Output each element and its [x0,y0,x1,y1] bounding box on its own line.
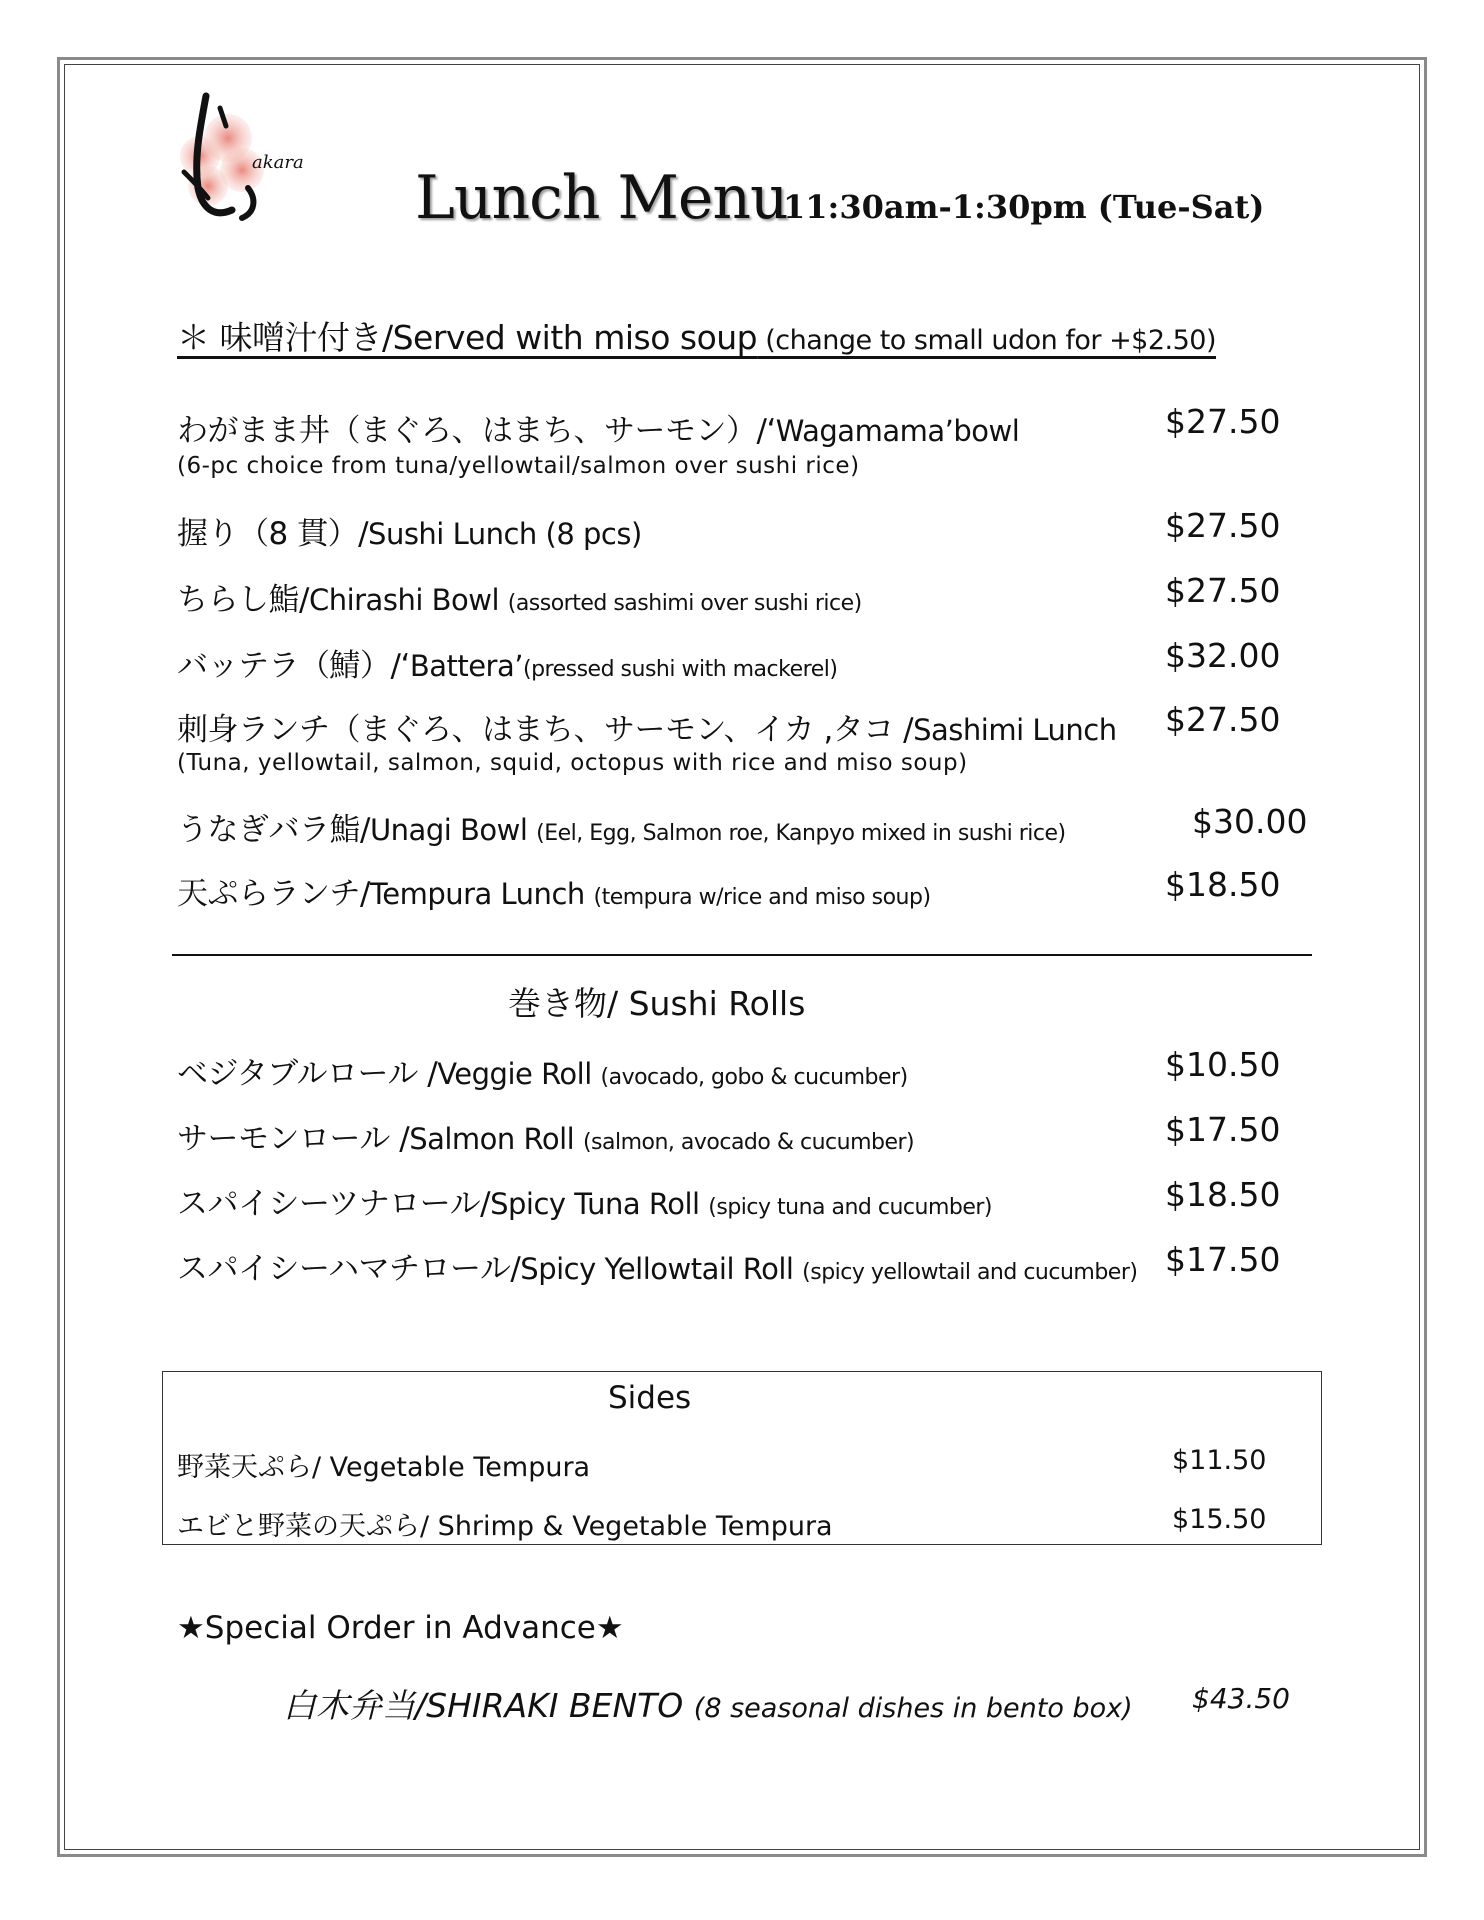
menu-item-chirashi [177,574,862,619]
shiraki-bento-item [283,1680,1133,1727]
item-price: $30.00 [1192,802,1308,841]
item-en-name: Sashimi Lunch [913,713,1117,747]
item-en-name: Battera’ [409,649,523,683]
menu-item-tempura-lunch [177,868,931,913]
item-jp-name: サーモンロール / [177,1121,410,1157]
menu-item-battera [177,640,837,685]
bento-description: (8 seasonal dishes in bento box) [693,1693,1133,1724]
item-en-name: Tempura Lunch [369,877,594,911]
item-en-name: Chirashi Bowl [308,583,508,617]
item-jp-name: ちらし鮨/ [177,582,309,618]
miso-note-udon: (change to small udon for +$2.50) [757,325,1217,356]
menu-item-sushi-lunch [177,508,642,553]
logo-text: akara [252,152,304,173]
miso-note-main: ＊ 味噌汁付き/Served with miso soup [177,318,758,357]
item-en-name: Sushi Lunch (8 pcs) [368,517,642,551]
item-jp-name: 天ぷらランチ/ [177,876,370,912]
item-description: (assorted sashimi over sushi rice) [507,591,862,616]
menu-item-wagamama [177,405,1019,450]
restaurant-logo [170,88,340,228]
menu-item-sashimi-lunch [177,704,1117,749]
item-description: (salmon, avocado & cucumber) [582,1130,915,1155]
menu-item-spicy-yellowtail-roll [177,1243,1137,1288]
menu-item-veggie-roll [177,1048,908,1093]
bento-name: 白木弁当/SHIRAKI BENTO [283,1686,694,1725]
item-description: (spicy yellowtail and cucumber) [802,1260,1138,1285]
item-description: (avocado, gobo & cucumber) [600,1065,908,1090]
item-jp-name: ベジタブルロール / [177,1056,438,1092]
menu-item-spicy-tuna-roll [177,1178,992,1223]
item-jp-name: 刺身ランチ（まぐろ、はまち、サーモン、イカ ,タコ / [177,712,914,748]
item-price: $18.50 [1165,1175,1281,1214]
item-jp-name: 握り（8 貫）/ [177,516,369,552]
item-price: $17.50 [1165,1240,1281,1279]
special-order-heading: ★Special Order in Advance★ [177,1610,624,1646]
side-item-name: エビと野菜の天ぷら/ Shrimp & Vegetable Tempura [177,1511,833,1542]
item-subline: (6-pc choice from tuna/yellowtail/salmon over sushi rice) [177,453,860,479]
side-item-price: $11.50 [1172,1445,1267,1476]
item-en-name: Unagi Bowl [369,813,537,847]
item-jp-name: うなぎバラ鮨/ [177,812,370,848]
side-item-name: 野菜天ぷら/ Vegetable Tempura [177,1452,591,1483]
item-price: $17.50 [1165,1110,1281,1149]
item-description: (Eel, Egg, Salmon roe, Kanpyo mixed in sushi rice) [536,821,1066,846]
bento-price: $43.50 [1192,1682,1290,1715]
item-en-name: Wagamama’bowl [775,414,1020,448]
item-subline: (Tuna, yellowtail, salmon, squid, octopus with rice and miso soup) [177,750,968,776]
item-price: $27.50 [1165,506,1281,545]
item-en-name: Spicy Tuna Roll [490,1187,709,1221]
item-price: $27.50 [1165,402,1281,441]
item-en-name: Salmon Roll [409,1122,583,1156]
item-price: $32.00 [1165,636,1281,675]
item-description: (pressed sushi with mackerel) [522,657,838,682]
menu-hours: 11:30am-1:30pm (Tue-Sat) [783,188,1265,226]
item-price: $27.50 [1165,571,1281,610]
item-description: (tempura w/rice and miso soup) [593,885,931,910]
sides-heading: Sides [608,1380,692,1416]
sushi-rolls-heading: 巻き物/ Sushi Rolls [508,984,806,1023]
menu-item-salmon-roll [177,1113,914,1158]
section-divider [172,954,1312,956]
miso-soup-note [177,312,1216,359]
item-en-name: Veggie Roll [437,1057,601,1091]
item-description: (spicy tuna and cucumber) [708,1195,993,1220]
item-price: $27.50 [1165,700,1281,739]
item-en-name: Spicy Yellowtail Roll [520,1252,803,1286]
menu-item-unagi [177,804,1066,849]
item-jp-name: スパイシーツナロール/ [177,1186,491,1222]
item-jp-name: バッテラ（鯖）/‘ [177,648,410,684]
item-price: $10.50 [1165,1045,1281,1084]
side-item-price: $15.50 [1172,1504,1267,1535]
menu-title: Lunch Menu [415,163,788,233]
item-price: $18.50 [1165,865,1281,904]
item-jp-name: スパイシーハマチロール/ [177,1251,521,1287]
item-jp-name: わがまま丼（まぐろ、はまち、サーモン）/‘ [177,413,776,449]
